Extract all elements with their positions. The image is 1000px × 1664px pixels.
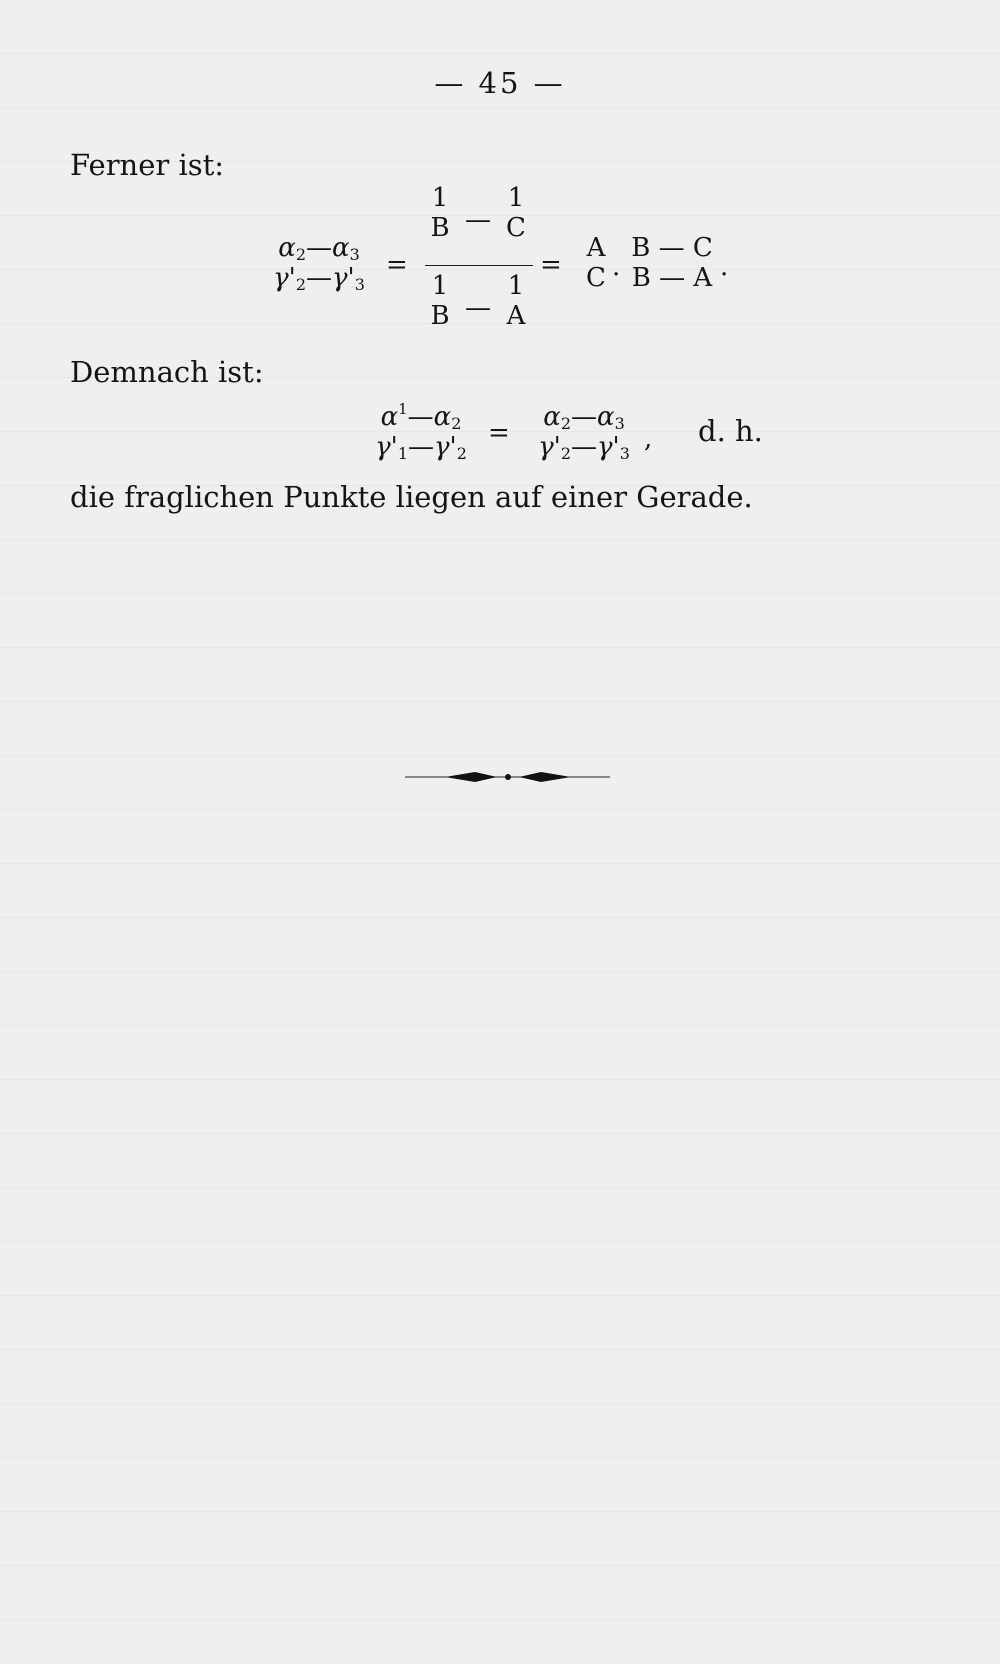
eq1-bottom-fraction-2: 1 A [506, 271, 526, 331]
page-number: — 45 — [434, 66, 566, 100]
eq1-lhs-fraction [258, 233, 380, 293]
eq1-top-minus: — [465, 205, 491, 235]
eq1-compound-fraction [425, 183, 533, 343]
eq2-tail-dh: d. h. [698, 414, 763, 448]
eq1-main-fraction-bar [425, 265, 533, 266]
eq2-fraction-2 [524, 402, 644, 462]
eq1-equals-2: = [540, 250, 562, 280]
eq2-fraction-1-denominator: γ'1—γ'2 [375, 432, 467, 463]
eq2-fraction-2-denominator: γ'2—γ'3 [538, 432, 630, 463]
eq1-top-fraction-2: 1 C [506, 183, 526, 243]
eq1-bottom-minus: — [465, 293, 491, 323]
paragraph-ferner: Ferner ist: [70, 148, 225, 182]
paragraph-conclusion: die fraglichen Punkte liegen auf einer Gerade. [70, 480, 753, 514]
eq2-fraction-1-numerator: $\alpha^1—\alpha 2$ [380, 400, 462, 433]
eq1-top-fraction-1: 1 B [430, 183, 450, 243]
eq2-comma: , [644, 424, 653, 454]
eq1-end-period: . [720, 252, 729, 282]
eq1-rhs-fraction-2: B — C B — A [631, 233, 713, 293]
eq2-fraction-2-numerator: α2—α3 [543, 402, 625, 433]
eq1-bottom-fraction-1: 1 B [430, 271, 450, 331]
eq1-dot: . [612, 252, 621, 282]
section-end-ornament [405, 769, 610, 785]
eq1-lhs-numerator: α2—α3 [278, 233, 360, 264]
eq2-fraction-1 [358, 402, 484, 462]
eq2-equals: = [488, 418, 510, 448]
eq1-lhs-denominator: γ'2—γ'3 [273, 263, 365, 294]
paragraph-demnach: Demnach ist: [70, 355, 264, 389]
eq1-equals-1: = [386, 250, 408, 280]
eq1-rhs-fraction-a-c: A C [586, 233, 606, 293]
